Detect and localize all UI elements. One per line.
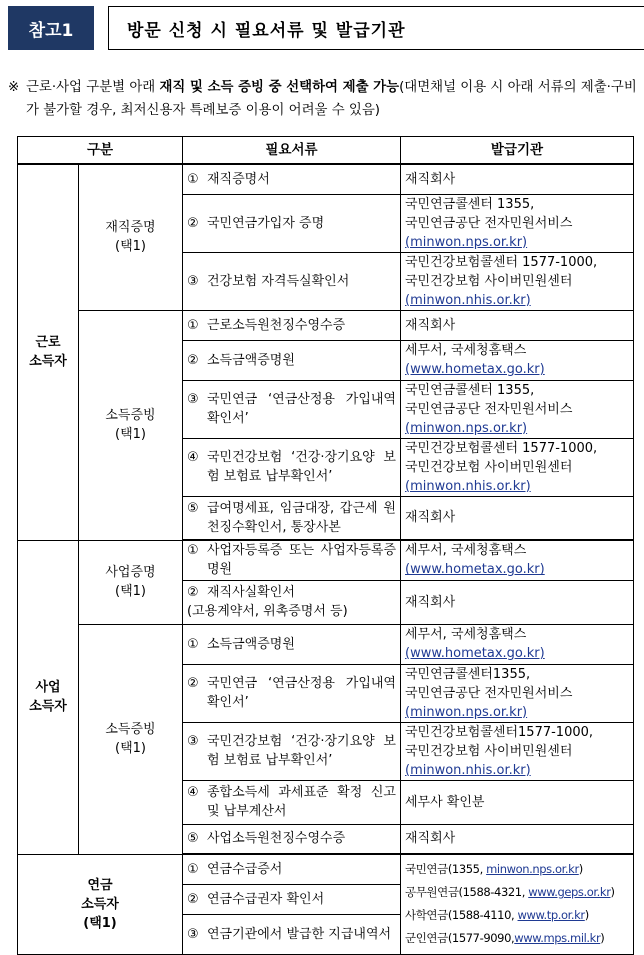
- org-link[interactable]: (minwon.nhis.or.kr): [405, 762, 531, 778]
- table-row: [18, 164, 634, 194]
- doc-cell: [183, 914, 401, 954]
- doc-cell: [183, 164, 401, 194]
- doc-num: ⑤: [187, 500, 199, 516]
- org-line: 세무서, 국세청홈택스: [405, 343, 527, 358]
- doc-num: ③: [187, 273, 199, 289]
- doc-cell: [183, 722, 401, 780]
- org-line: 국민건강보험콜센터1577-1000,: [405, 724, 594, 740]
- pension-org: [405, 927, 629, 950]
- pension-org-end: ): [584, 908, 589, 923]
- group-label: 소득자: [81, 896, 119, 912]
- doc-num: ⑤: [187, 831, 199, 847]
- org-cell: [401, 194, 634, 252]
- org-cell: 재직회사: [401, 310, 634, 340]
- org-line: 국민연금공단 전자민원서비스: [405, 401, 573, 417]
- doc-text: 급여명세표, 임금대장, 갑근세 원천징수확인서, 통장사본: [207, 500, 396, 535]
- org-link[interactable]: (www.hometax.go.kr): [405, 562, 545, 578]
- doc-text: 국민연금가입자 증명: [207, 215, 325, 231]
- doc-text: 국민연금 ‘연금산정용 가입내역 확인서’: [207, 392, 396, 426]
- header-documents: 필요서류: [183, 137, 401, 165]
- org-cell: 재직회사: [401, 824, 634, 854]
- org-line: 국민연금콜센터 1355,: [405, 196, 535, 212]
- sub-business-proof: [79, 540, 183, 624]
- group-employee: [18, 164, 79, 540]
- doc-text: 사업소득원천징수영수증: [207, 831, 346, 847]
- org-line: 세무서, 국세청홈택스: [405, 543, 527, 559]
- doc-text: 재직사실확인서: [207, 585, 295, 600]
- doc-cell: [183, 496, 401, 540]
- pension-org-end: ): [600, 931, 605, 946]
- doc-text: 사업자등록증 또는 사업자등록증명원: [207, 543, 396, 578]
- page-title: 방문 신청 시 필요서류 및 발급기관: [108, 6, 644, 50]
- org-link[interactable]: (minwon.nhis.or.kr): [405, 292, 531, 308]
- doc-text: 연금기관에서 발급한 지급내역서: [207, 926, 392, 942]
- org-cell: [401, 340, 634, 380]
- org-line: 국민건강보험콜센터 1577-1000,: [405, 254, 598, 270]
- sub-pick: (택1): [115, 584, 146, 599]
- pension-orgs-cell: [401, 854, 634, 954]
- table-header-row: [18, 137, 634, 165]
- group-label: (택1): [83, 915, 117, 931]
- org-cell: 재직회사: [401, 580, 634, 624]
- doc-cell: [183, 380, 401, 438]
- org-line: 국민건강보험콜센터 1577-1000,: [405, 440, 598, 456]
- group-label: 연금: [87, 877, 113, 893]
- org-link[interactable]: (minwon.nps.or.kr): [405, 704, 528, 720]
- org-link[interactable]: (www.hometax.go.kr): [405, 362, 545, 377]
- pension-org-link[interactable]: minwon.nps.or.kr: [486, 862, 579, 877]
- group-label: 사업: [35, 680, 61, 695]
- doc-text: 건강보험 자격득실확인서: [207, 273, 350, 289]
- sub-business-income: [79, 624, 183, 854]
- org-line: 국민연금공단 전자민원서비스: [405, 215, 573, 231]
- doc-cell: [183, 580, 401, 624]
- doc-text: 국민건강보험 ‘건강·장기요양 보험 보험료 납부확인서’: [207, 734, 396, 768]
- org-cell: [401, 664, 634, 722]
- doc-text: 연금수급증서: [207, 861, 283, 877]
- org-cell: [401, 438, 634, 496]
- notice-part1: 근로·사업 구분별 아래: [26, 80, 160, 95]
- doc-num: ②: [187, 215, 199, 231]
- doc-cell: [183, 310, 401, 340]
- notice-part2: (대면채널 이용 시 아래 서류의 제출·구비가 불가할 경우, 최저신용자 특례보증 이용이 어려울 수 있음): [26, 80, 637, 118]
- doc-num: ②: [187, 891, 199, 907]
- pension-org-link[interactable]: www.geps.or.kr: [528, 885, 611, 900]
- org-cell: [401, 722, 634, 780]
- doc-cell: [183, 624, 401, 664]
- doc-num: ①: [187, 636, 199, 652]
- sub-label: 재직증명: [105, 220, 156, 236]
- doc-num: ①: [187, 317, 199, 333]
- pension-org-link[interactable]: www.tp.or.kr: [517, 908, 585, 923]
- doc-num: ①: [187, 543, 199, 559]
- group-label: 근로: [35, 335, 61, 351]
- group-label: 소득자: [29, 354, 67, 370]
- org-cell: 재직회사: [401, 164, 634, 194]
- org-link[interactable]: (minwon.nps.or.kr): [405, 234, 528, 250]
- doc-cell: [183, 854, 401, 884]
- sub-income: [79, 310, 183, 540]
- org-line: 국민건강보험 사이버민원센터: [405, 743, 573, 759]
- pension-org-name: 국민연금(1355,: [405, 862, 487, 877]
- org-cell: [401, 380, 634, 438]
- doc-cell: [183, 824, 401, 854]
- doc-text: 연금수급권자 확인서: [207, 891, 325, 907]
- sub-employment: [79, 164, 183, 310]
- reference-badge: 참고1: [8, 6, 94, 50]
- doc-text: 종합소득세 과세표준 확정 신고 및 납부계산서: [207, 785, 396, 819]
- org-line: 국민연금공단 전자민원서비스: [405, 685, 573, 701]
- documents-table: [17, 136, 634, 955]
- org-line: 국민연금콜센터1355,: [405, 666, 531, 682]
- notice-bold: 재직 및 소득 증빙 중 선택하여 제출 가능: [159, 80, 400, 95]
- group-pension: [18, 854, 183, 954]
- pension-org-link[interactable]: www.mps.mil.kr: [514, 931, 601, 946]
- doc-num: ③: [187, 734, 199, 749]
- doc-num: ②: [187, 676, 199, 691]
- doc-cell: [183, 194, 401, 252]
- org-line: 국민건강보험 사이버민원센터: [405, 459, 573, 475]
- header-issuer: 발급기관: [401, 137, 634, 165]
- pension-org-name: 군인연금(1577-9090,: [405, 931, 515, 946]
- table-row: [18, 310, 634, 340]
- sub-pick: (택1): [115, 741, 146, 756]
- doc-text: 국민연금 ‘연금산정용 가입내역 확인서’: [207, 676, 396, 710]
- doc-num: ②: [187, 585, 199, 600]
- pension-org-name: 공무원연금(1588-4321,: [405, 885, 529, 900]
- doc-text: 근로소득원천징수영수증: [207, 317, 346, 333]
- sub-pick: (택1): [115, 239, 146, 255]
- doc-text: 국민건강보험 ‘건강·장기요양 보험 보험료 납부확인서’: [207, 450, 396, 484]
- group-label: 소득자: [29, 699, 67, 714]
- pension-org-name: 사학연금(1588-4110,: [405, 908, 518, 923]
- notice-text: [26, 76, 638, 122]
- doc-num: ③: [187, 926, 199, 942]
- org-link[interactable]: (minwon.nps.or.kr): [405, 420, 528, 436]
- doc-cell: [183, 438, 401, 496]
- org-cell: 재직회사: [401, 496, 634, 540]
- doc-text: 재직증명서: [207, 171, 270, 187]
- header-category: 구분: [18, 137, 183, 165]
- doc-num: ①: [187, 171, 199, 187]
- table-row: [18, 854, 634, 884]
- table-row: [18, 540, 634, 580]
- doc-cell: [183, 780, 401, 824]
- pension-org-end: ): [578, 862, 583, 877]
- pension-org: [405, 858, 629, 881]
- doc-text: 소득금액증명원: [207, 636, 295, 652]
- doc-text: 소득금액증명원: [207, 352, 295, 368]
- org-link[interactable]: (minwon.nhis.or.kr): [405, 478, 531, 494]
- header: [8, 6, 636, 50]
- notice: [8, 76, 638, 122]
- pension-org: [405, 904, 629, 927]
- doc-num: ④: [187, 785, 199, 800]
- note-mark: ※: [8, 80, 20, 95]
- org-line: 세무서, 국세청홈택스: [405, 627, 527, 642]
- group-business: [18, 540, 79, 854]
- sub-pick: (택1): [115, 427, 146, 442]
- sub-label: 소득증빙: [105, 408, 156, 423]
- doc-cell: [183, 884, 401, 914]
- org-cell: [401, 252, 634, 310]
- pension-org-end: ): [610, 885, 615, 900]
- doc-text-extra: (고용계약서, 위촉증명서 등): [187, 604, 348, 619]
- org-cell: 세무사 확인분: [401, 780, 634, 824]
- org-cell: [401, 540, 634, 580]
- org-link[interactable]: (www.hometax.go.kr): [405, 646, 545, 661]
- doc-num: ④: [187, 450, 199, 465]
- doc-num: ①: [187, 861, 199, 877]
- doc-cell: [183, 664, 401, 722]
- org-line: 국민연금콜센터 1355,: [405, 382, 535, 398]
- pension-org: [405, 881, 629, 904]
- sub-label: 소득증빙: [105, 722, 156, 737]
- org-cell: [401, 624, 634, 664]
- sub-label: 사업증명: [105, 565, 156, 580]
- doc-num: ③: [187, 392, 199, 407]
- doc-cell: [183, 252, 401, 310]
- org-line: 국민건강보험 사이버민원센터: [405, 273, 573, 289]
- doc-num: ②: [187, 352, 199, 368]
- doc-cell: [183, 540, 401, 580]
- table-row: [18, 624, 634, 664]
- doc-cell: [183, 340, 401, 380]
